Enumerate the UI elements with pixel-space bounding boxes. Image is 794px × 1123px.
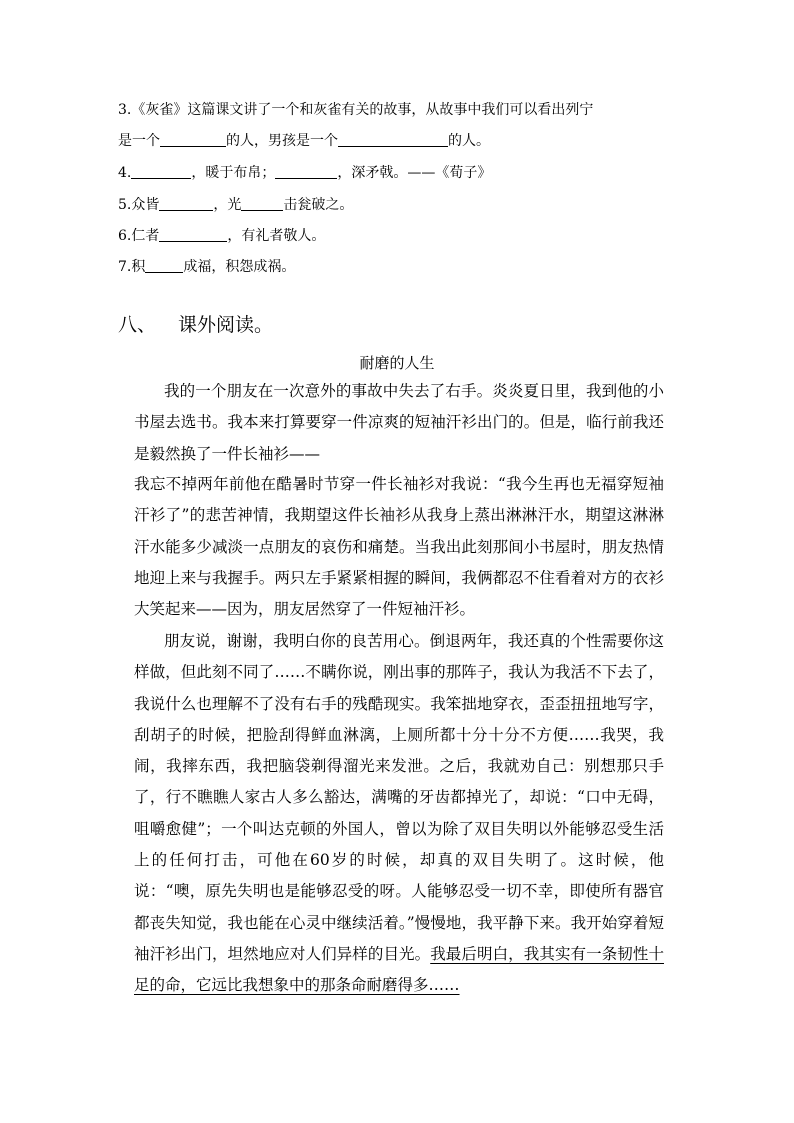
story-paragraph-3 xyxy=(134,626,664,1002)
answer-blank[interactable] xyxy=(338,132,448,147)
question-6-text-a: 6.仁者 xyxy=(118,228,160,244)
answer-blank[interactable] xyxy=(275,164,337,179)
question-4-number: 4. xyxy=(118,165,132,181)
question-3-line-2 xyxy=(118,132,490,150)
section-heading xyxy=(118,312,273,338)
section-title: 课外阅读。 xyxy=(178,314,274,336)
paragraph-text: 我忘不掉两年前他在酷暑时节穿一件长袖衫对我说：“我今生再也无福穿短袖汗衫了”的悲苦神情，我期望这件长袖衫从我身上蒸出淋淋汗水，期望这淋淋汗水能多少减淡一点朋友的哀伤和痛楚。当我出此刻那间小书屋时，朋友热情地迎上来与我握手。两只左手紧紧相握的瞬间，我俩都忍不住看着对方的衣衫大笑起来——因为，朋友居然穿了一件短袖汗衫。 xyxy=(134,475,664,619)
question-5-text-a: 5.众皆 xyxy=(118,197,160,213)
question-3-text-a: 是一个 xyxy=(118,133,160,149)
question-7 xyxy=(118,258,295,276)
question-6-text-b: ，有礼者敬人。 xyxy=(227,228,326,244)
question-3-text: 3.《灰雀》这篇课文讲了一个和灰雀有关的故事，从故事中我们可以看出列宁 xyxy=(118,102,594,118)
story-paragraph-1 xyxy=(134,376,664,470)
question-3-line-1 xyxy=(118,101,593,119)
answer-blank[interactable] xyxy=(159,196,213,211)
underlined-sentence: 我最后明白，我其实有一条韧性十足的命，它远比我想象中的那条命耐磨得多…… xyxy=(134,944,664,995)
question-3-text-c: 的人。 xyxy=(448,133,490,149)
answer-blank[interactable] xyxy=(160,132,226,147)
paragraph-text: 朋友说，谢谢，我明白你的良苦用心。倒退两年，我还真的个性需要你这样做，但此刻不同了……不瞒你说，刚出事的那阵子，我认为我活不下去了，我说什么也理解不了没有右手的残酷现实。我笨拙地穿衣，歪歪扭扭地写字，刮胡子的时候，把脸刮得鲜血淋漓，上厕所都十分十分不方便……我哭，我闹，我摔东西，我把脑袋剃得溜光来发泄。之后，我就劝自己：别想那只手了，行不瞧瞧人家古人多么豁达，满嘴的牙齿都掉光了，却说：“口中无碍，咀嚼愈健”；一个叫达克顿的外国人，曾以为除了双目失明以外能够忍受生活上的任何打击，可他在60岁的时候，却真的双目失明了。这时候，他说：“噢，原先失明也是能够忍受的呀。人能够忍受一切不幸，即使所有器官都丧失知觉，我也能在心灵中继续活着。”慢慢地，我平静下来。我开始穿着短袖汗衫出门，坦然地应对人们异样的目光。 xyxy=(134,632,664,963)
question-6 xyxy=(118,227,325,245)
question-5 xyxy=(118,196,353,214)
story-title: 耐磨的人生 xyxy=(359,354,435,372)
question-7-text-a: 7.积 xyxy=(118,259,146,275)
question-7-text-b: 成福，积怨成祸。 xyxy=(183,259,296,275)
answer-blank[interactable] xyxy=(131,164,191,179)
question-4 xyxy=(118,164,491,182)
section-number: 八、 xyxy=(118,314,157,336)
answer-blank[interactable] xyxy=(159,227,227,242)
question-4-text-b: ，暖于布帛； xyxy=(191,165,276,181)
question-5-text-b: ，光 xyxy=(213,197,242,213)
story-paragraph-2 xyxy=(134,469,664,625)
question-3-text-b: 的人，男孩是一个 xyxy=(226,133,338,149)
answer-blank[interactable] xyxy=(145,258,183,273)
answer-blank[interactable] xyxy=(241,196,283,211)
question-5-text-c: 击瓮破之。 xyxy=(283,197,354,213)
question-4-text-c: ，深矛戟。——《荀子》 xyxy=(337,165,492,181)
paragraph-text: 我的一个朋友在一次意外的事故中失去了右手。炎炎夏日里，我到他的小书屋去选书。我本来打算要穿一件凉爽的短袖汗衫出门的。但是，临行前我还是毅然换了一件长袖衫—— xyxy=(134,382,664,463)
